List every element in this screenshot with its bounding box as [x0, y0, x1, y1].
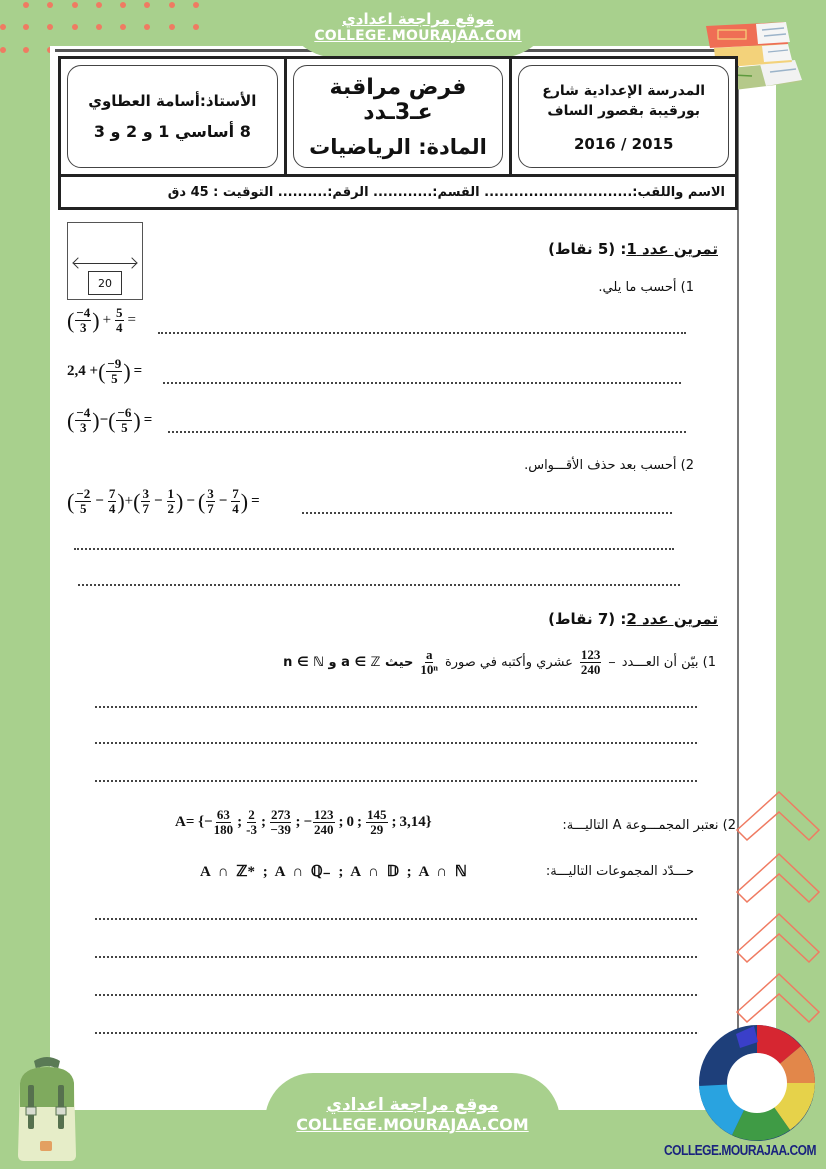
exercise-2-label: تمرين عدد 2 — [626, 610, 718, 628]
exam-header — [58, 56, 738, 210]
school-subjects-wheel-logo — [696, 1022, 818, 1144]
exercise-1-title — [548, 240, 718, 258]
site-banner-top[interactable] — [280, 0, 556, 58]
school-name-line1: المدرسة الإعدادية شارع — [542, 82, 706, 99]
answer-line[interactable] — [95, 706, 697, 708]
exercise-2-q2-instruction: حـــدّد المجموعات التاليـــة: — [545, 864, 694, 879]
site-banner-arabic[interactable]: موقع مراجعة اعدادي — [342, 10, 494, 28]
set-A: A= { − $\frac{63}{180}$ ; $\frac{2}{-3}$ ; $\frac{273}{-39}$ ; − $\frac{123}{240}$ ; 0 ; $\frac{145}{29}$ ; 3,14 } — [175, 807, 432, 837]
exercise-1-q2: 2) أحسب بعد حذف الأقـــواس. — [524, 458, 694, 473]
answer-line[interactable] — [95, 780, 697, 782]
sets-to-determine: A ∩ ℤ* ; A ∩ ℚ₋ ; A ∩ 𝔻 ; A ∩ ℕ — [200, 864, 467, 880]
teacher-name: الأستاذ:أسامة العطاوي — [88, 92, 257, 110]
score-max: 20 — [88, 271, 122, 295]
answer-line[interactable] — [158, 332, 686, 334]
title-cell — [284, 59, 510, 174]
school-name-line2: بورقيبة بقصور الساف — [547, 102, 701, 119]
class-levels: 8 أساسي 1 و 2 و 3 — [93, 122, 251, 141]
expression-2: 2,4 + ( $\frac{-9}{5}$ ) = — [67, 356, 143, 386]
answer-line[interactable] — [95, 994, 697, 996]
site-banner-url[interactable]: COLLEGE.MOURAJAA.COM — [314, 28, 522, 44]
answer-line[interactable] — [78, 584, 680, 586]
footer-url[interactable]: COLLEGE.MOURAJAA.COM — [296, 1115, 529, 1134]
backpack-icon — [14, 1055, 80, 1163]
answer-line[interactable] — [168, 431, 686, 433]
answer-line[interactable] — [163, 382, 681, 384]
student-info-row[interactable]: الاسم واللقب:.............................. القسم:............ الرقم:.......... التوقيت : 45 دق — [167, 184, 725, 200]
answer-line[interactable] — [302, 512, 672, 514]
answer-line[interactable] — [95, 956, 697, 958]
answer-line[interactable] — [74, 548, 674, 550]
answer-line[interactable] — [95, 918, 697, 920]
answer-line[interactable] — [95, 1032, 697, 1034]
exercise-2-q1: 1) بيّن أن العـــدد − $\frac{123}{240}$ عشري وأكتبه في صورة $\frac{a}{\text{10ⁿ}}$ حيث a ∈ ℤ و n ∈ ℕ — [283, 647, 716, 677]
answer-line[interactable] — [95, 742, 697, 744]
expression-4: ( $\frac{-2}{5}$ − $\frac{7}{4}$ ) + ( $\frac{3}{7}$ − $\frac{1}{2}$ ) − ( $\frac{3}{7}$ − $\frac{7}{4}$ ) = — [67, 486, 260, 516]
school-cell — [509, 59, 735, 174]
exercise-1-points: : (5 نقاط) — [548, 240, 627, 258]
double-arrow-icon — [74, 263, 136, 264]
exercise-2-title — [548, 610, 718, 628]
exercise-1-q1: 1) أحسب ما يلي. — [598, 280, 694, 295]
footer-arabic[interactable]: موقع مراجعة اعدادي — [326, 1095, 499, 1115]
site-banner-bottom[interactable] — [265, 1073, 560, 1169]
logo-site-label[interactable]: COLLEGE.MOURAJAA.COM — [664, 1141, 816, 1159]
exercise-2-points: : (7 نقاط) — [548, 610, 627, 628]
subject: المادة: الرياضيات — [309, 134, 487, 159]
expression-1: ( $\frac{-4}{3}$ ) + $\frac{5}{4}$ = — [67, 305, 137, 335]
decorative-dots — [0, 0, 240, 52]
exercise-2-q2: 2) نعتبر المجمـــوعة A التاليـــة: — [562, 818, 736, 833]
exam-title: فرض مراقبة عـ3ـدد — [329, 74, 467, 125]
exercise-1-label: تمرين عدد 1 — [626, 240, 718, 258]
teacher-cell — [61, 59, 284, 174]
expression-3: ( $\frac{-4}{3}$ ) − ( $\frac{-6}{5}$ ) = — [67, 405, 153, 435]
school-year: 2016 / 2015 — [573, 134, 674, 153]
score-box[interactable] — [67, 222, 143, 300]
